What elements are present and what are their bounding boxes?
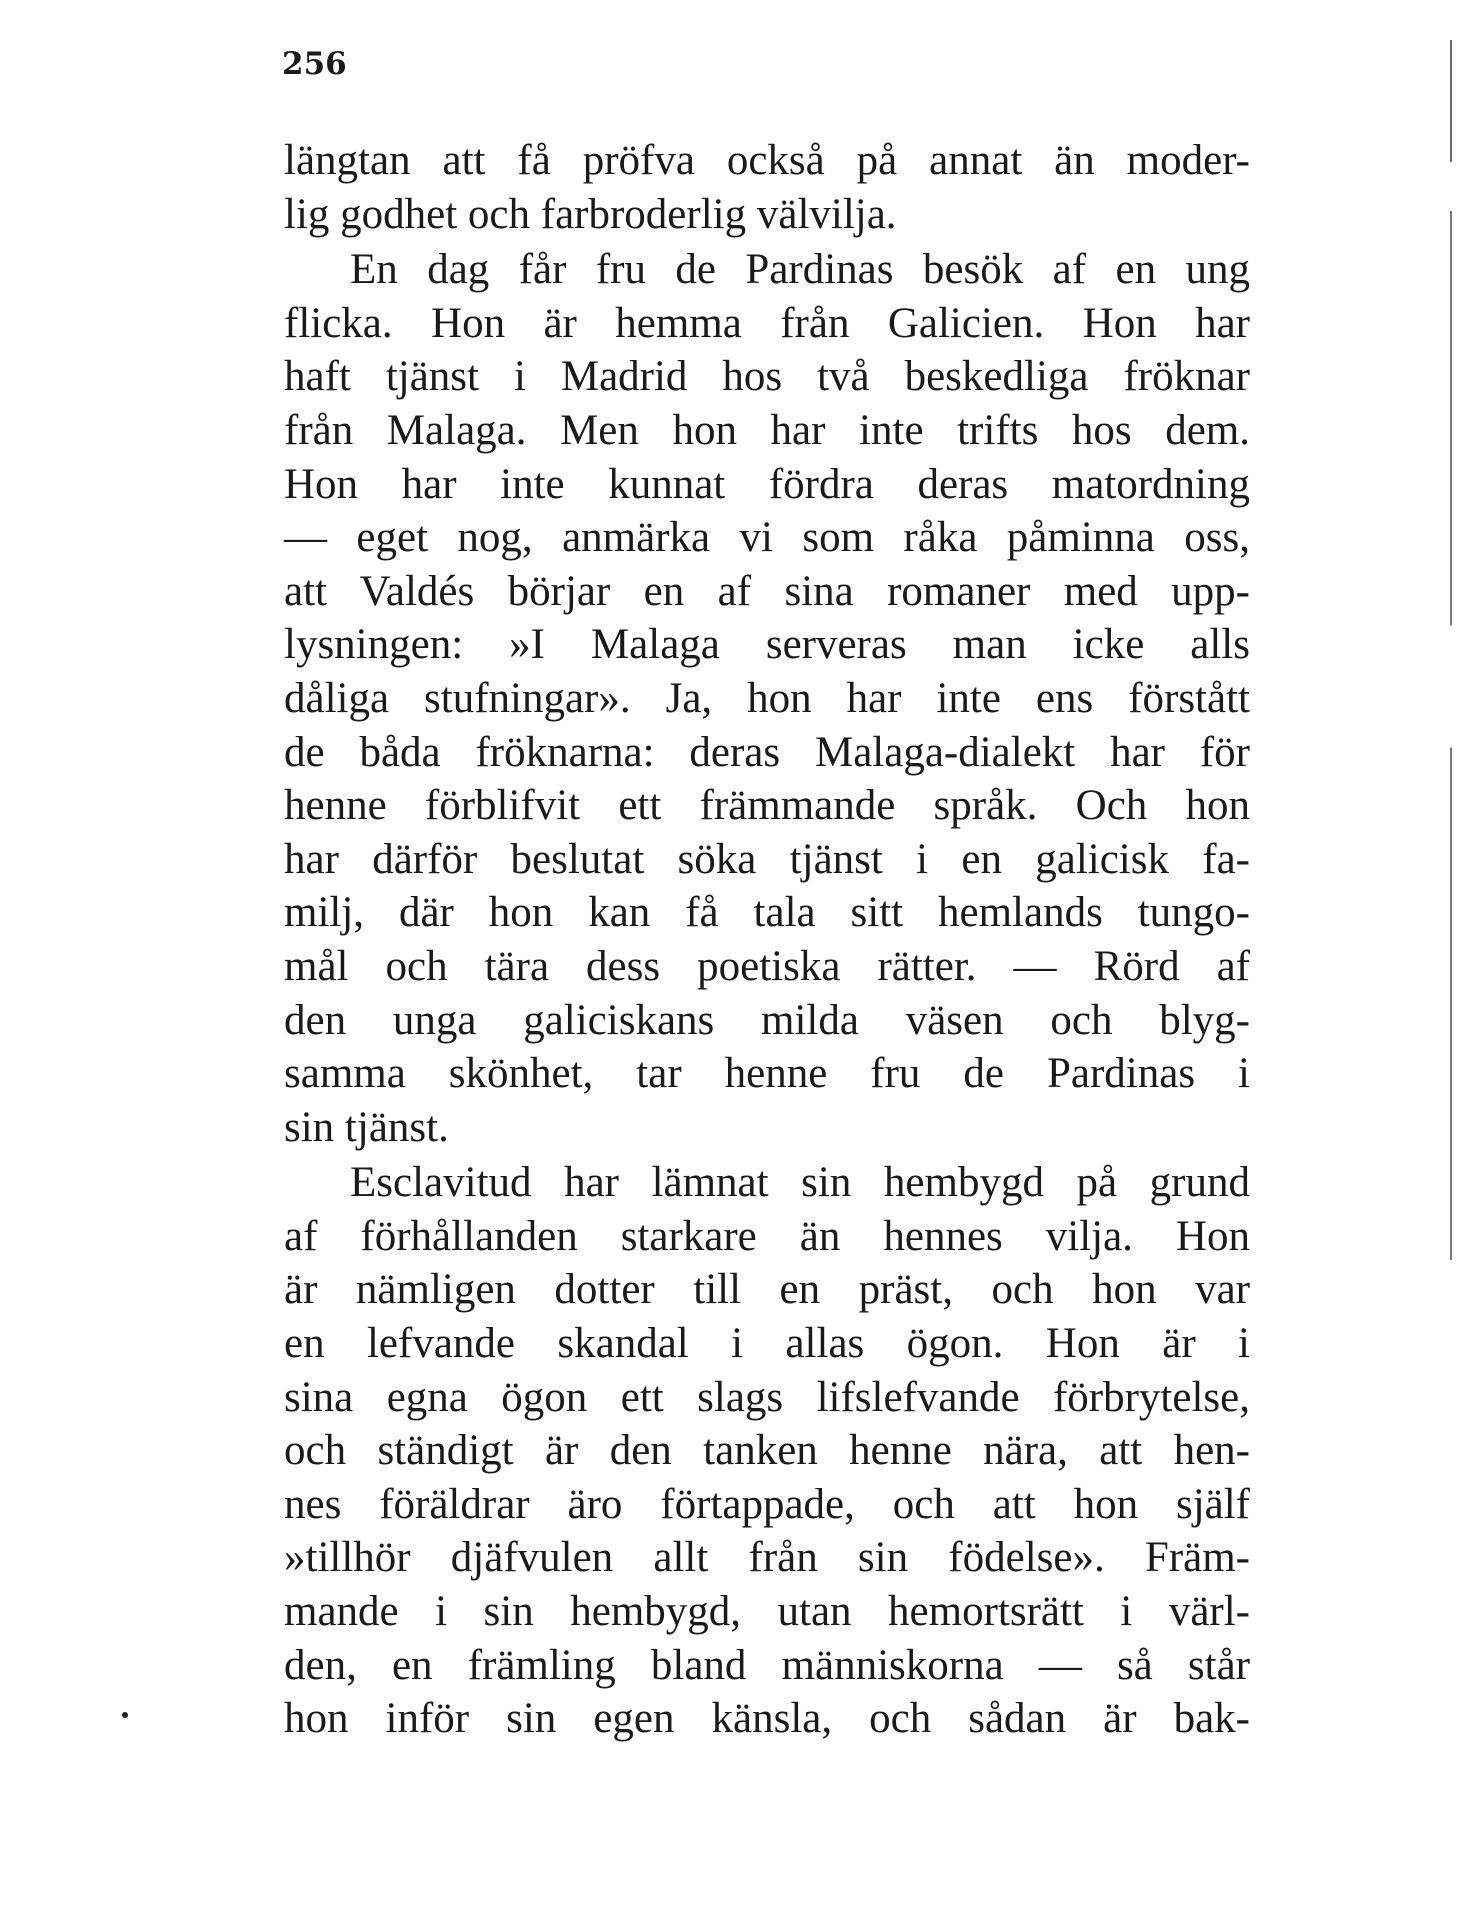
text-line: En dag får fru de Pardinas besök af en ung: [350, 246, 1250, 294]
text-line: den, en främling bland människorna — så står: [284, 1641, 1250, 1689]
scan-speck: [122, 1712, 128, 1718]
text-line: hon inför sin egen känsla, och sådan är bak-: [284, 1695, 1250, 1743]
text-line: — eget nog, anmärka vi som råka påminna oss,: [284, 514, 1250, 562]
body-text: [284, 134, 1250, 1746]
text-line: från Malaga. Men hon har inte trifts hos dem.: [284, 406, 1250, 454]
page-number: 256: [282, 46, 347, 82]
text-line: de båda fröknarna: deras Malaga-dialekt har för: [284, 728, 1250, 776]
text-line: Hon har inte kunnat fördra deras matordning: [284, 460, 1250, 508]
text-line: dåliga stufningar». Ja, hon har inte ens förstått: [284, 674, 1250, 722]
text-line: lig godhet och farbroderlig välvilja.: [284, 190, 897, 238]
text-line: lysningen: »I Malaga serveras man icke alls: [284, 621, 1250, 669]
text-line: sina egna ögon ett slags lifslefvande förbrytelse,: [284, 1373, 1250, 1421]
text-line: sin tjänst.: [284, 1103, 449, 1151]
text-line: milj, där hon kan få tala sitt hemlands tungo-: [284, 889, 1250, 937]
text-line: den unga galiciskans milda väsen och blyg-: [284, 996, 1250, 1044]
text-line: mål och tära dess poetiska rätter. — Rörd af: [284, 942, 1250, 990]
text-line: Esclavitud har lämnat sin hembygd på grund: [350, 1159, 1250, 1207]
text-line: af förhållanden starkare än hennes vilja. Hon: [284, 1212, 1250, 1260]
text-line: att Valdés börjar en af sina romaner med upp-: [284, 567, 1250, 615]
text-line: »tillhör djäfvulen allt från sin födelse». Främ-: [284, 1534, 1250, 1582]
text-line: mande i sin hembygd, utan hemortsrätt i värl-: [284, 1588, 1250, 1636]
text-line: samma skönhet, tar henne fru de Pardinas i: [284, 1050, 1250, 1098]
text-line: längtan att få pröfva också på annat än moder-: [284, 137, 1250, 184]
text-line: är nämligen dotter till en präst, och hon var: [284, 1266, 1250, 1314]
text-line: flicka. Hon är hemma från Galicien. Hon har: [284, 299, 1250, 347]
text-line: nes föräldrar äro förtappade, och att hon själf: [284, 1480, 1250, 1528]
scan-edge-line: [1450, 40, 1452, 1260]
text-line: en lefvande skandal i allas ögon. Hon är i: [284, 1320, 1250, 1368]
text-line: henne förblifvit ett främmande språk. Och hon: [284, 782, 1250, 830]
text-line: haft tjänst i Madrid hos två beskedliga fröknar: [284, 353, 1250, 401]
text-line: och ständigt är den tanken henne nära, att hen-: [284, 1427, 1250, 1475]
text-line: har därför beslutat söka tjänst i en galicisk fa-: [284, 835, 1250, 883]
